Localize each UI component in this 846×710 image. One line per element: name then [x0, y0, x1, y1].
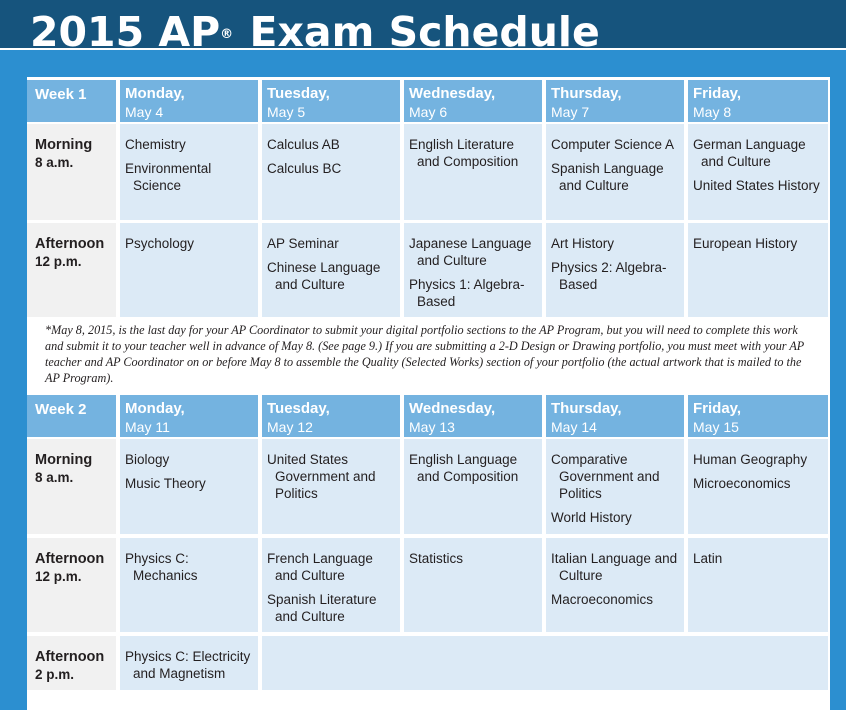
week1-morning-monday: Chemistry Environmental Science [120, 124, 258, 220]
week2-day-friday: Friday, May 15 [688, 395, 828, 437]
week1-morning-friday: German Language and Culture United States History [688, 124, 828, 220]
week1-morning-label: Morning 8 a.m. [27, 124, 116, 220]
week2-morning-label: Morning 8 a.m. [27, 439, 116, 534]
week2-morning-wednesday: English Language and Composition [404, 439, 542, 534]
week1-day-wednesday: Wednesday, May 6 [404, 80, 542, 122]
week2-day-monday: Monday, May 11 [120, 395, 258, 437]
week2-afternoon2-empty [262, 636, 828, 690]
week2-afternoon2-monday: Physics C: Electricity and Magnetism [120, 636, 258, 690]
week2-label: Week 2 [27, 395, 116, 437]
week2-morning-thursday: Comparative Government and Politics World History [546, 439, 684, 534]
week1-day-thursday: Thursday, May 7 [546, 80, 684, 122]
week1-label: Week 1 [27, 80, 116, 122]
page-title: 2015 AP® Exam Schedule [30, 8, 600, 56]
schedule-panel [27, 77, 830, 710]
week1-afternoon-wednesday: Japanese Language and Culture Physics 1: Algebra-Based [404, 223, 542, 317]
week1-day-tuesday: Tuesday, May 5 [262, 80, 400, 122]
week2-morning-friday: Human Geography Microeconomics [688, 439, 828, 534]
registered-mark: ® [220, 27, 234, 42]
week2-day-wednesday: Wednesday, May 13 [404, 395, 542, 437]
week1-day-friday: Friday, May 8 [688, 80, 828, 122]
week1-afternoon-thursday: Art History Physics 2: Algebra-Based [546, 223, 684, 317]
week1-afternoon-tuesday: AP Seminar Chinese Language and Culture [262, 223, 400, 317]
week1-morning-tuesday: Calculus AB Calculus BC [262, 124, 400, 220]
week2-morning-tuesday: United States Government and Politics [262, 439, 400, 534]
week2-afternoon-wednesday: Statistics [404, 538, 542, 632]
week2-afternoon-thursday: Italian Language and Culture Macroeconomics [546, 538, 684, 632]
week2-afternoon2-label: Afternoon 2 p.m. [27, 636, 116, 690]
week1-afternoon-label: Afternoon 12 p.m. [27, 223, 116, 317]
week2-afternoon-tuesday: French Language and Culture Spanish Literature and Culture [262, 538, 400, 632]
week1-day-monday: Monday, May 4 [120, 80, 258, 122]
week2-day-thursday: Thursday, May 14 [546, 395, 684, 437]
week1-morning-thursday: Computer Science A Spanish Language and Culture [546, 124, 684, 220]
week2-morning-monday: Biology Music Theory [120, 439, 258, 534]
week2-afternoon-label: Afternoon 12 p.m. [27, 538, 116, 632]
week1-afternoon-friday: European History [688, 223, 828, 317]
week1-afternoon-monday: Psychology [120, 223, 258, 317]
portfolio-footnote: *May 8, 2015, is the last day for your AP Coordinator to submit your digital portfolio sections to the AP Program, but you will need to complete this work and submit it to your teacher well in advance of May 8. (See page 9.) If you are submitting a 2-D Design or Drawing portfolio, you must meet with your AP teacher and AP Coordinator on or before May 8 to assemble the Quality (Selected Works) section of your portfolio (the actual artwork that is mailed to the AP Program). [45, 323, 805, 385]
week2-afternoon-monday: Physics C: Mechanics [120, 538, 258, 632]
week1-morning-wednesday: English Literature and Composition [404, 124, 542, 220]
week2-day-tuesday: Tuesday, May 12 [262, 395, 400, 437]
week2-afternoon-friday: Latin [688, 538, 828, 632]
